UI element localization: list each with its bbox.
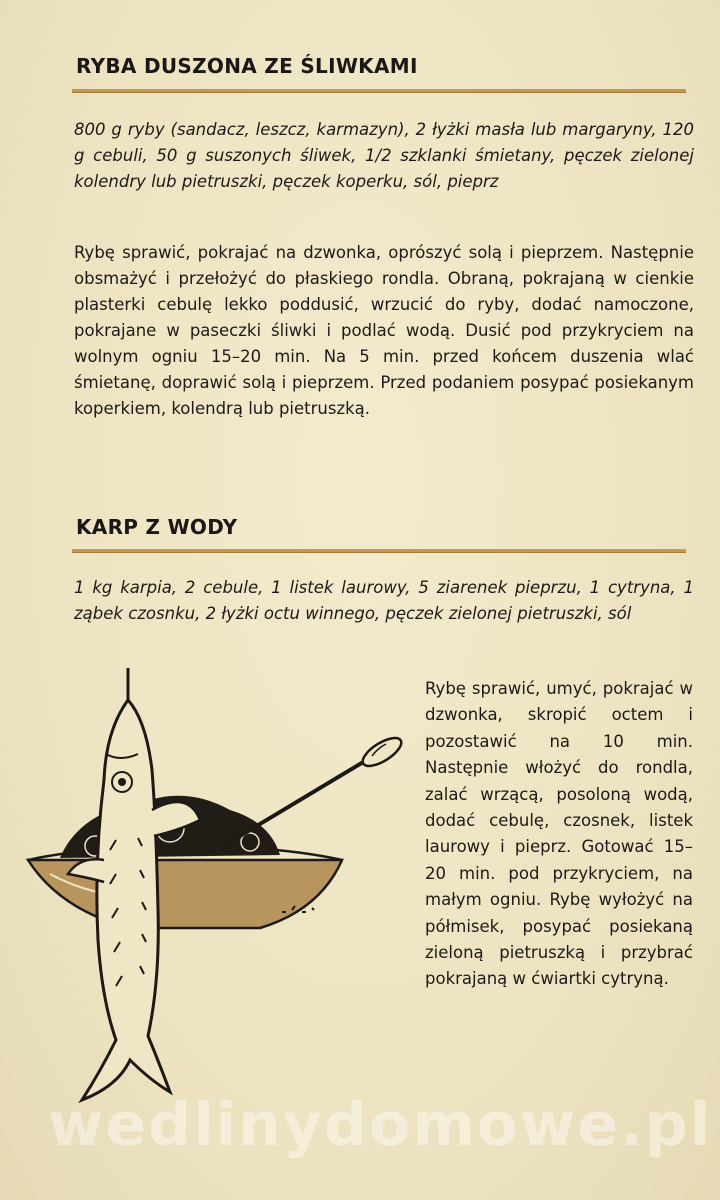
bowl-drawing [28,846,342,928]
recipe-1-ingredients: 800 g ryby (sandacz, leszcz, karmazyn), 2 łyżki masła lub margaryny, 120 g cebuli, 50 g suszonych śliwek, 1/2 szklanki śmietany, pęczek zielonej kolendry lub pietruszki, pęczek koperku, sól, pieprz [74,120,694,191]
recipe-1-method: Rybę sprawić, pokrajać na dzwonka, oprószyć solą i pieprzem. Następnie obsmażyć i przełożyć do płaskiego rondla. Obraną, pokrajaną w cienkie plasterki cebulę lekko poddusić, wrzucić do ryby, dodać namoczone, pokrajane w paseczki śliwki i podlać wodą. Dusić pod przykryciem na wolnym ogniu 15–20 min. Na 5 min. przed końcem duszenia wlać śmietanę, doprawić solą i pieprzem. Przed podaniem posypać posiekanym koperkiem, kolendrą lub pietruszką. [74,243,694,418]
recipe-2-divider [72,549,686,553]
recipe-2-title: KARP Z WODY [76,515,238,539]
watermark: wedlinydomowe.pl [48,1090,713,1160]
recipe-2-ingredients: 1 kg karpia, 2 cebule, 1 listek laurowy, 5 ziarenek pieprzu, 1 cytryna, 1 ząbek czosnku, 2 łyżki octu winnego, pęczek zielonej pietruszki, sól [74,578,694,623]
fish-bowl-illustration [20,660,410,1110]
recipe-1-title: RYBA DUSZONA ZE ŚLIWKAMI [76,54,418,78]
recipe-2-method: Rybę sprawić, umyć, pokrajać w dzwonka, skropić octem i pozostawić na 10 min. Następnie włożyć do rondla, zalać wrzącą, posoloną wodą, dodać cebulę, czosnek, listek laurowy i pieprz. Gotować 15–20 min. pod przykryciem, na małym ogniu. Rybę wyłożyć na półmisek, posypać posiekaną zieloną pietruszką i przybrać pokrajaną w ćwiartki cytryną. [425,679,693,989]
recipe-1-divider [72,89,686,93]
spoon-drawing [220,733,405,848]
